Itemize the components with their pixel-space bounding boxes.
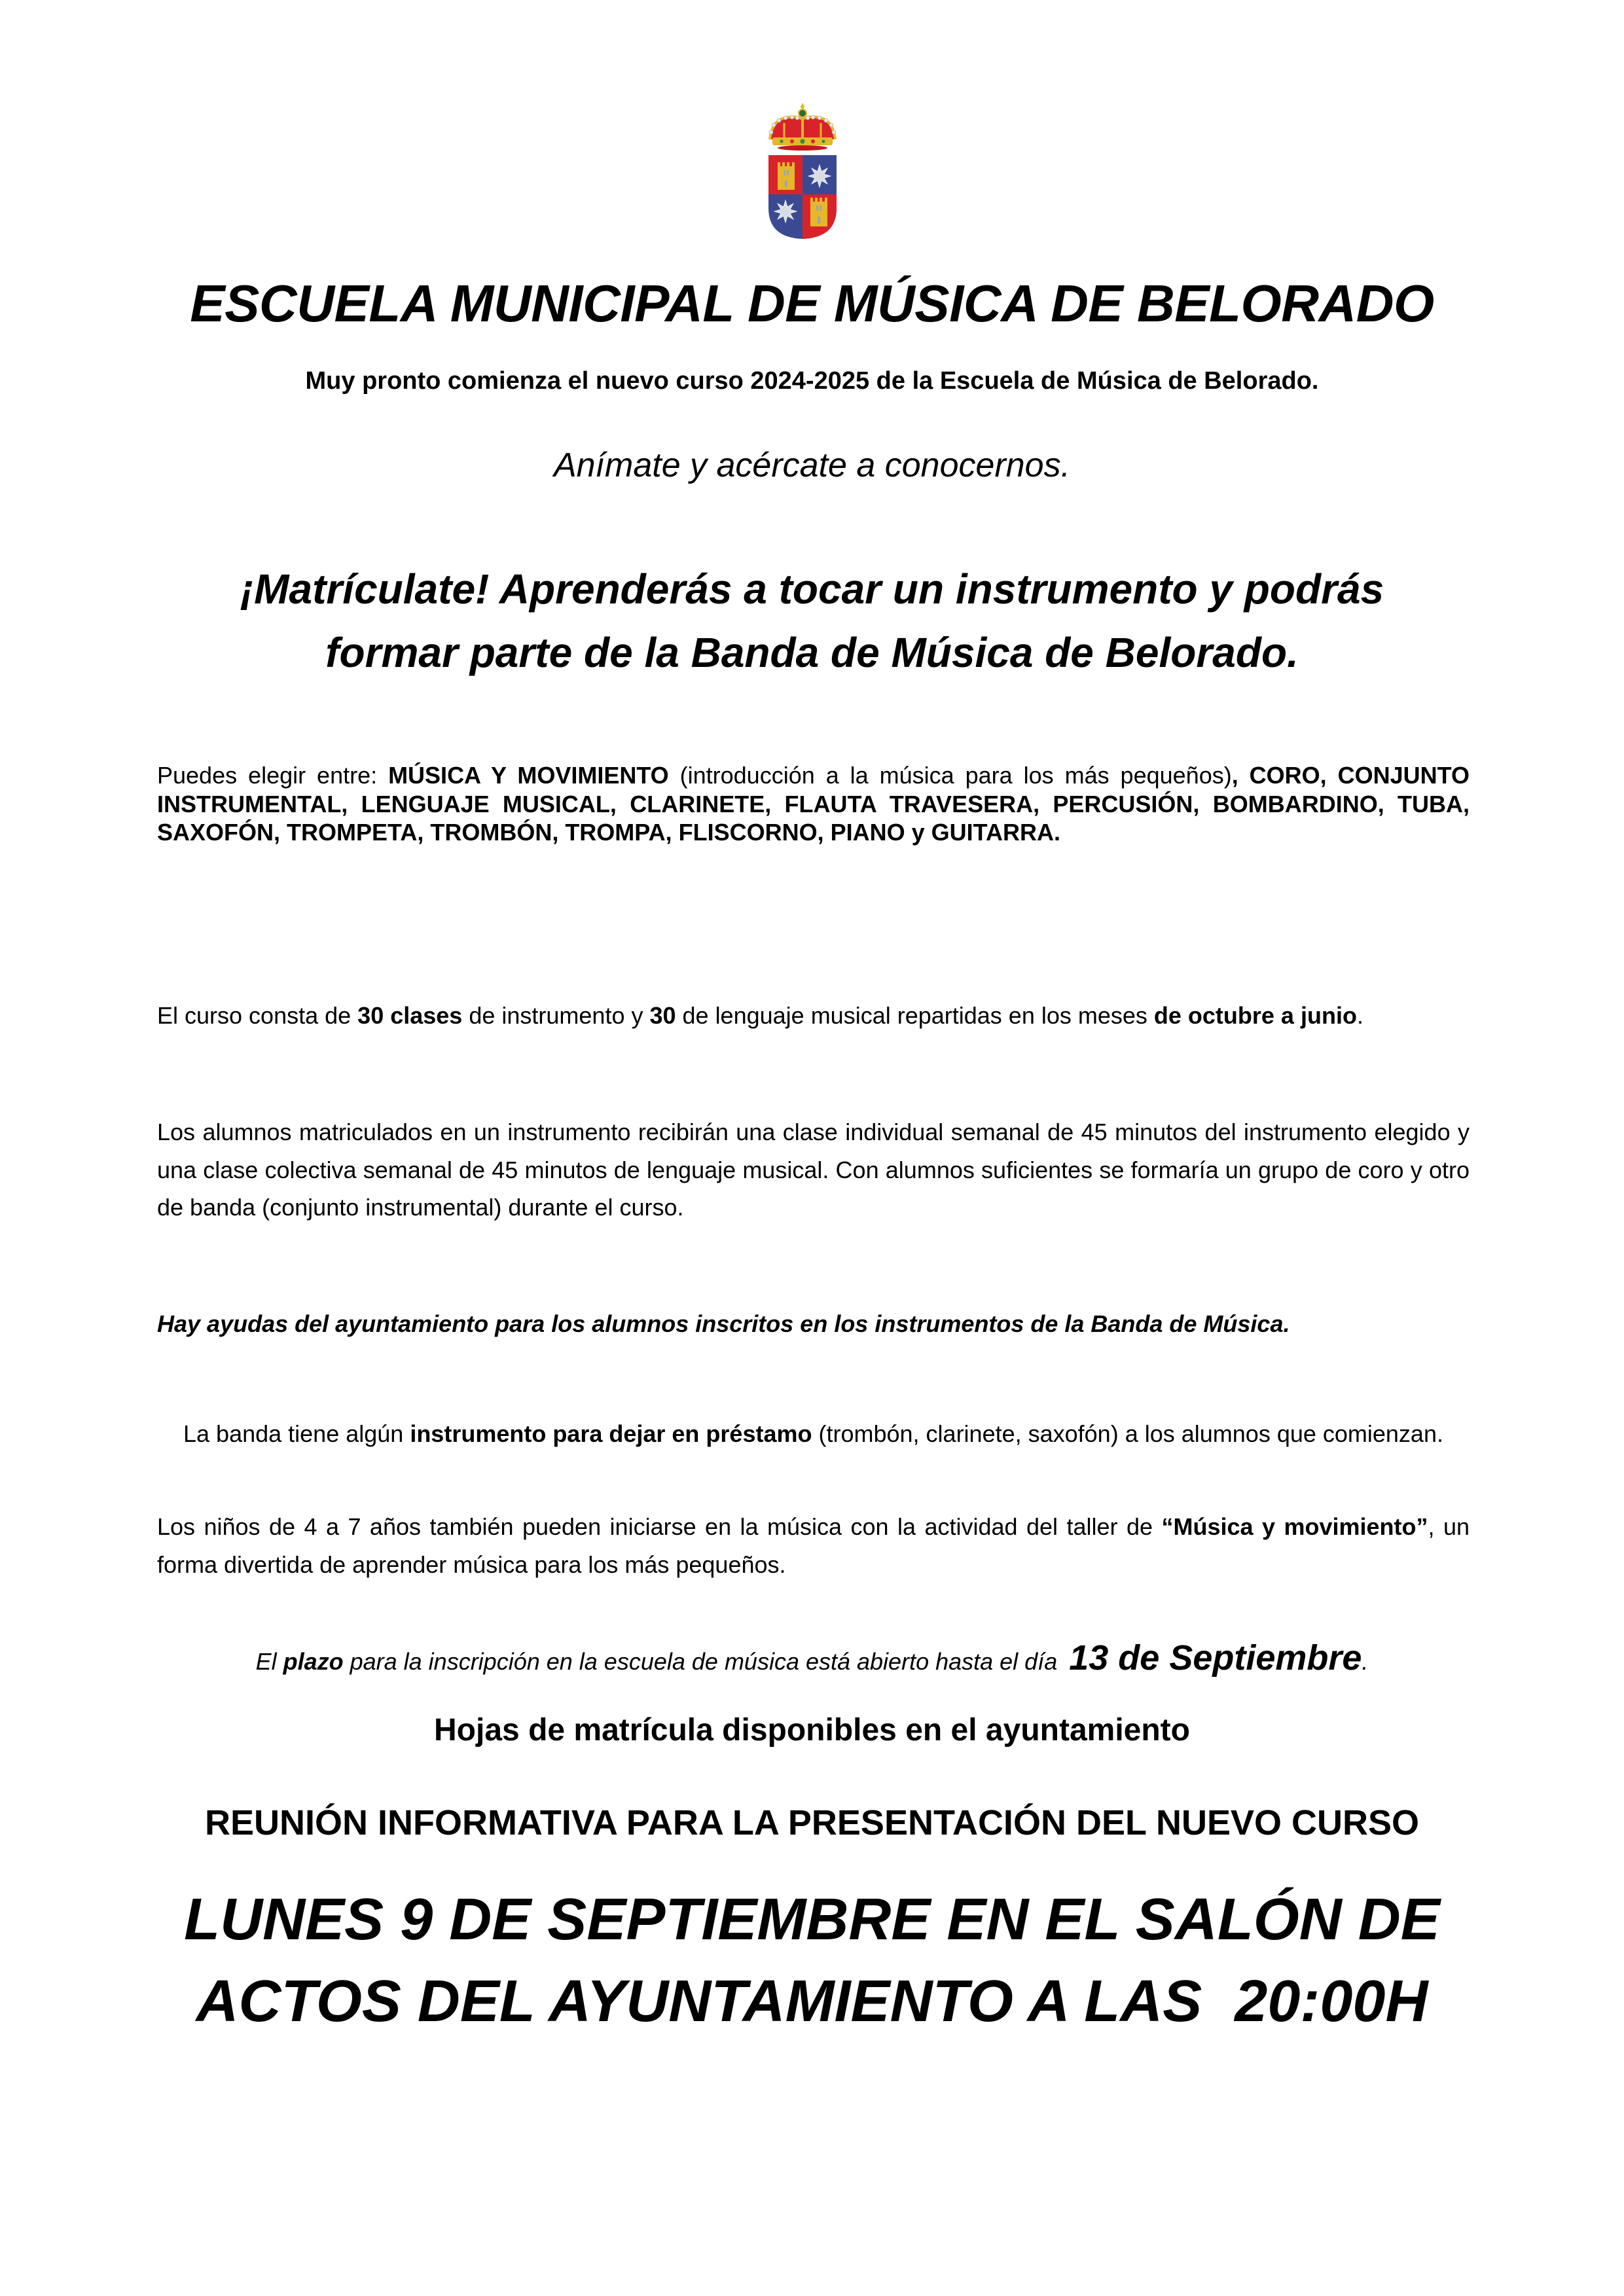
deadline-date: 13 de Septiembre	[1069, 1638, 1362, 1677]
kids-text: Los niños de 4 a 7 años también pueden iniciarse en la música con la actividad del taller de	[157, 1513, 1162, 1540]
course-paragraph	[157, 996, 1470, 1035]
kids-workshop-name: “Música y movimiento”	[1161, 1513, 1428, 1540]
headline-line-1: ¡Matrículate! Aprenderás a tocar un instrumento y podrás	[240, 565, 1384, 613]
kids-text: , un forma divertida de aprender música para los más pequeños.	[157, 1513, 1470, 1578]
forms-availability: Hojas de matrícula disponibles en el ayuntamiento	[434, 1713, 1190, 1748]
meeting-details-line-2: ACTOS DEL AYUNTAMIENTO A LAS 20:00H	[196, 1969, 1428, 2034]
deadline-text: .	[1362, 1648, 1369, 1675]
deadline-line	[0, 1636, 1624, 1683]
shield-icon	[768, 155, 837, 239]
course-months: de octubre a junio	[1153, 1002, 1357, 1029]
meeting-heading: REUNIÓN INFORMATIVA PARA LA PRESENTACIÓN DEL NUEVO CURSO	[204, 1803, 1420, 1842]
enrollment-headline	[0, 558, 1624, 685]
deadline-text: para la inscripción en la escuela de música está abierto hasta el día	[343, 1648, 1058, 1675]
deadline-keyword: plazo	[283, 1648, 344, 1675]
meeting-details-line-1: LUNES 9 DE SEPTIEMBRE EN EL SALÓN DE	[184, 1887, 1440, 1952]
encouragement-line: Anímate y acércate a conocernos.	[553, 446, 1071, 484]
course-text: de lenguaje musical repartidas en los meses	[676, 1002, 1154, 1029]
instruments-paragraph	[157, 761, 1470, 847]
instruments-intro: Puedes elegir entre:	[157, 762, 389, 789]
course-text: .	[1356, 1002, 1363, 1029]
loan-text: La banda tiene algún	[183, 1420, 410, 1447]
course-language-classes: 30	[649, 1002, 676, 1029]
aid-notice: Hay ayudas del ayuntamiento para los alumnos inscritos en los instrumentos de la Banda de Música.	[157, 1310, 1290, 1337]
loan-paragraph	[157, 1415, 1470, 1453]
instrument-first-note: (introducción a la música para los más pequeños)	[668, 762, 1232, 789]
crown-icon	[769, 103, 836, 151]
loan-highlight: instrumento para dejar en préstamo	[410, 1420, 812, 1447]
course-instrument-classes: 30 clases	[357, 1002, 463, 1029]
coat-of-arms-icon	[766, 103, 839, 241]
loan-text: (trombón, clarinete, saxofón) a los alumnos que comienzan.	[812, 1420, 1443, 1447]
course-text: de instrumento y	[462, 1002, 650, 1029]
instrument-first: MÚSICA Y MOVIMIENTO	[388, 762, 669, 789]
course-text: El curso consta de	[157, 1002, 358, 1029]
deadline-text: El	[255, 1648, 283, 1675]
meeting-details	[0, 1879, 1624, 2043]
kids-paragraph	[157, 1508, 1470, 1584]
instrument-list: , CORO, CONJUNTO INSTRUMENTAL, LENGUAJE MUSICAL, CLARINETE, FLAUTA TRAVESERA, PERCUSIÓN, BOMBARDINO, TUBA, SAXOFÓN, TROMPETA, TROMBÓN, TROMPA, FLISCORNO, PIANO y GUITARRA.	[157, 762, 1470, 846]
headline-line-2: formar parte de la Banda de Música de Belorado.	[325, 629, 1299, 676]
page-title: ESCUELA MUNICIPAL DE MÚSICA DE BELORADO	[190, 274, 1434, 332]
subtitle: Muy pronto comienza el nuevo curso 2024-2025 de la Escuela de Música de Belorado.	[305, 367, 1319, 395]
students-paragraph: Los alumnos matriculados en un instrumento recibirán una clase individual semanal de 45 minutos del instrumento elegido y una clase colectiva semanal de 45 minutos de lenguaje musical. Con alumnos suficientes se formaría un grupo de coro y otro de banda (conjunto instrumental) durante el curso.	[157, 1119, 1470, 1221]
